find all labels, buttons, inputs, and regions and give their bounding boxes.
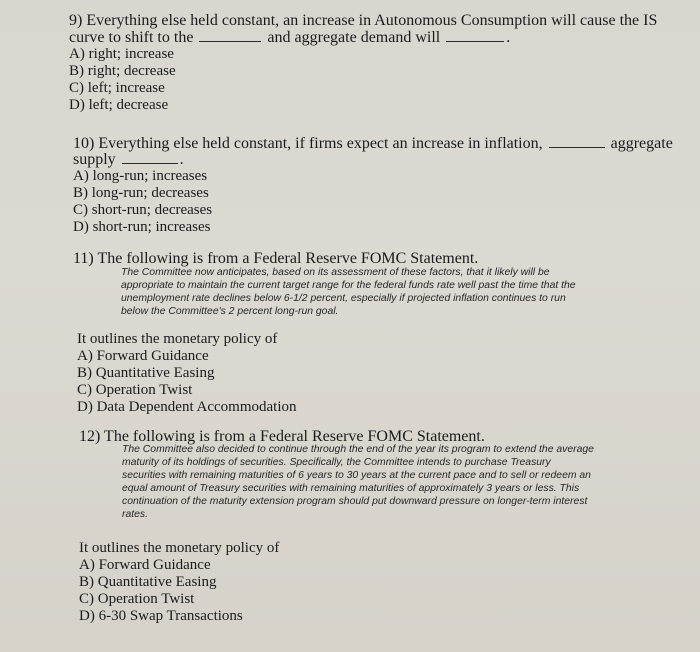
option-c: C) left; increase xyxy=(69,80,165,96)
fomc-quote-line: The Committee now anticipates, based on its assessment of these factors, that it likely will be xyxy=(121,267,550,278)
fomc-quote-line: rates. xyxy=(122,509,148,520)
answer-blank xyxy=(446,40,504,42)
question-stem: 11) The following is from a Federal Reserve FOMC Statement. xyxy=(73,250,479,267)
fomc-quote-line: appropriate to maintain the current target range for the federal funds rate well past the time that the xyxy=(121,280,576,291)
fomc-quote-line: below the Committee's 2 percent long-run goal. xyxy=(121,306,339,317)
stem-text: . xyxy=(179,151,184,168)
option-c: C) Operation Twist xyxy=(77,382,193,398)
fomc-quote-line: securities with remaining maturities of 6 years to 30 years at the current pace and to sell or redeem an xyxy=(122,470,591,481)
option-a: A) Forward Guidance xyxy=(79,557,211,573)
option-a: A) right; increase xyxy=(69,46,174,62)
stem-text: curve to shift to the xyxy=(69,29,194,46)
stem-text: aggregate xyxy=(610,135,673,152)
question-stem: 12) The following is from a Federal Reserve FOMC Statement. xyxy=(79,428,485,445)
option-d: D) 6-30 Swap Transactions xyxy=(79,608,243,624)
answer-blank xyxy=(199,40,261,42)
answer-blank xyxy=(549,146,605,148)
stem-text: . xyxy=(506,29,511,46)
question-stem-line xyxy=(73,151,184,169)
fomc-quote-line: maturity of its holdings of securities. Specifically, the Committee intends to purchase Treasury xyxy=(122,457,551,468)
stem-text: and aggregate demand will xyxy=(267,29,441,46)
option-d: D) left; decrease xyxy=(69,97,169,113)
option-b: B) Quantitative Easing xyxy=(79,574,217,590)
question-stem-line xyxy=(69,29,510,47)
fomc-quote-line: unemployment rate declines below 6-1/2 percent, especially if projected inflation continues to run xyxy=(121,293,566,304)
option-d: D) Data Dependent Accommodation xyxy=(77,399,297,415)
answer-blank xyxy=(122,162,178,164)
option-b: B) right; decrease xyxy=(69,63,176,79)
stem-text: 10) Everything else held constant, if firms expect an increase in inflation, xyxy=(73,135,543,152)
fomc-quote-line: continuation of the maturity extension program should put downward pressure on longer-term interest xyxy=(122,496,588,507)
option-b: B) long-run; decreases xyxy=(73,185,209,201)
question-stem-line: 9) Everything else held constant, an increase in Autonomous Consumption will cause the IS xyxy=(69,12,658,29)
fomc-quote-line: The Committee also decided to continue through the end of the year its program to extend the average xyxy=(122,444,594,455)
fomc-quote-line: equal amount of Treasury securities with remaining maturities of approximately 3 years or less. This xyxy=(122,483,580,494)
question-prompt: It outlines the monetary policy of xyxy=(79,540,280,556)
question-prompt: It outlines the monetary policy of xyxy=(77,331,278,347)
option-b: B) Quantitative Easing xyxy=(77,365,215,381)
stem-text: supply xyxy=(73,151,116,168)
option-c: C) Operation Twist xyxy=(79,591,195,607)
option-c: C) short-run; decreases xyxy=(73,202,213,218)
option-d: D) short-run; increases xyxy=(73,219,211,235)
option-a: A) Forward Guidance xyxy=(77,348,209,364)
option-a: A) long-run; increases xyxy=(73,168,208,184)
